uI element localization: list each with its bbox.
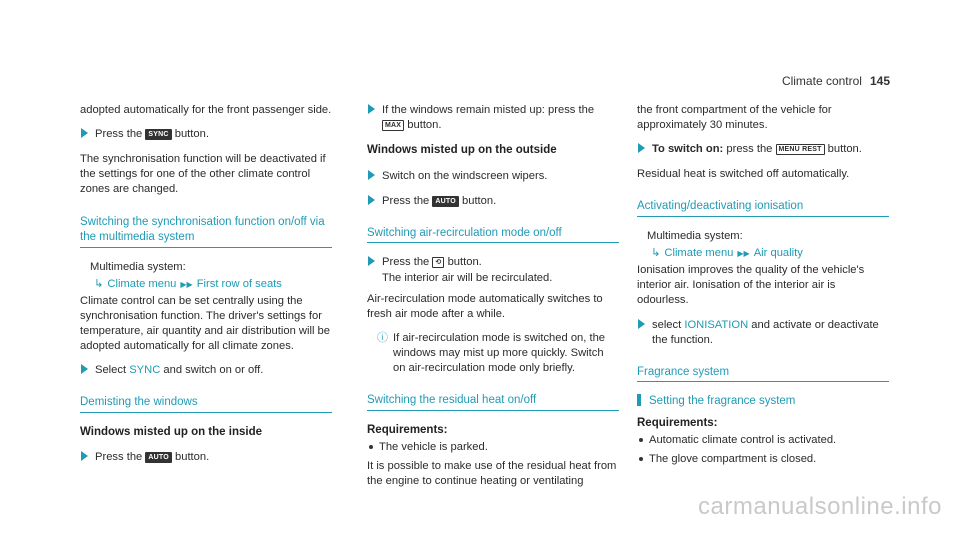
auto-button-icon: AUTO <box>432 196 459 207</box>
step-arrow-icon <box>638 143 645 153</box>
multimedia-label: Multimedia system: <box>90 260 186 273</box>
step-arrow-icon <box>368 170 375 180</box>
residual-off-text: Residual heat is switched off automatically. <box>637 168 850 181</box>
requirements-label: Requirements: <box>367 423 448 436</box>
max-defrost-button-icon: MAX <box>382 120 404 131</box>
return-arrow-icon: ↳ <box>94 277 104 290</box>
step-press-sync: Press the SYNC button. <box>80 127 332 142</box>
section-heading-fragrance: Fragrance system <box>637 365 889 383</box>
requirements-label: Requirements: <box>637 416 718 429</box>
step-arrow-icon <box>368 195 375 205</box>
page-header <box>782 73 890 89</box>
ionisation-description: Ionisation improves the quality of the vehicle's interior air. Ionisation of the interior air is odourless. <box>637 264 865 307</box>
climate-description: Climate control can be set centrally using the synchronisation function. The driver's settings for temperature, air quantity and air distribution will be adopted automatically for all climate zones. <box>80 294 330 353</box>
column-2 <box>367 103 619 499</box>
return-arrow-icon: ↳ <box>651 247 661 260</box>
step-press-auto: Press the AUTO button. <box>367 194 619 209</box>
column-1 <box>80 103 332 475</box>
bullet-icon <box>639 438 643 442</box>
recirculation-description: Air-recirculation mode automatically switches to fresh air mode after a while. <box>367 292 603 320</box>
section-heading-ionisation: Activating/deactivating ionisation <box>637 199 889 217</box>
bullet-icon <box>369 445 373 449</box>
step-arrow-icon <box>81 364 88 374</box>
header-section: Climate control <box>781 74 862 88</box>
step-select-ionisation: select IONISATION and activate or deactivate the function. <box>637 318 889 348</box>
sync-description: The synchronisation function will be deactivated if the settings for one of the other climate control zones are changed. <box>80 153 326 196</box>
intro-text: adopted automatically for the front passenger side. <box>80 104 332 116</box>
section-heading-demisting: Demisting the windows <box>80 395 332 413</box>
menu-rest-button-icon: MENU REST <box>776 144 825 155</box>
continued-text: the front compartment of the vehicle for approximately 30 minutes. <box>637 104 832 132</box>
requirement-item: The vehicle is parked. <box>367 440 619 455</box>
requirement-item: Automatic climate control is activated. <box>637 433 889 448</box>
sync-button-icon: SYNC <box>145 129 171 140</box>
recirculation-result: The interior air will be recirculated. <box>382 271 553 284</box>
step-arrow-icon <box>81 451 88 461</box>
info-note: ⓘ If air-recirculation mode is switched on, the windows may mist up more quickly. Switch on air-recirculation mode only briefly. <box>377 331 606 375</box>
menu-path: ↳ Climate menu ▶▶ First row of seats <box>94 277 282 290</box>
multimedia-label: Multimedia system: <box>647 229 743 242</box>
info-icon: ⓘ <box>377 331 388 344</box>
step-arrow-icon <box>81 128 88 138</box>
step-arrow-icon <box>368 104 375 114</box>
column-3 <box>637 103 889 471</box>
residual-heat-description: It is possible to make use of the residual heat from the engine to continue heating or ventilating <box>367 460 617 488</box>
requirement-item: The glove compartment is closed. <box>637 452 889 467</box>
menu-path: ↳ Climate menu ▶▶ Air quality <box>651 247 803 260</box>
step-select-sync: Select SYNC and switch on or off. <box>80 363 332 378</box>
step-arrow-icon <box>638 319 645 329</box>
step-press-auto: Press the AUTO button. <box>80 450 332 465</box>
page-number: 145 <box>869 74 890 88</box>
double-chevron-icon: ▶▶ <box>180 279 193 289</box>
step-press-recirculation: Press the ⟲ button. The interior air will be recirculated. <box>367 255 619 285</box>
subheading-misted-inside: Windows misted up on the inside <box>80 425 262 438</box>
subheading-misted-outside: Windows misted up on the outside <box>367 144 557 157</box>
section-heading-recirculation: Switching air-recirculation mode on/off <box>367 226 619 244</box>
procedure-marker-icon <box>637 394 641 406</box>
step-arrow-icon <box>368 256 375 266</box>
section-heading-residual-heat: Switching the residual heat on/off <box>367 393 619 411</box>
recirculation-button-icon: ⟲ <box>432 257 444 268</box>
step-press-max: If the windows remain misted up: press the MAX button. <box>367 103 619 133</box>
step-wipers: Switch on the windscreen wipers. <box>367 169 619 184</box>
fragrance-procedure-title: Setting the fragrance system <box>637 394 889 410</box>
step-switch-on: To switch on: press the MENU REST button. <box>637 142 889 157</box>
watermark: carmanualsonline.info <box>698 492 942 520</box>
double-chevron-icon: ▶▶ <box>737 249 750 259</box>
auto-button-icon: AUTO <box>145 452 172 463</box>
bullet-icon <box>639 457 643 461</box>
section-heading-sync-multimedia: Switching the synchronisation function on/off via the multimedia system <box>80 215 332 248</box>
